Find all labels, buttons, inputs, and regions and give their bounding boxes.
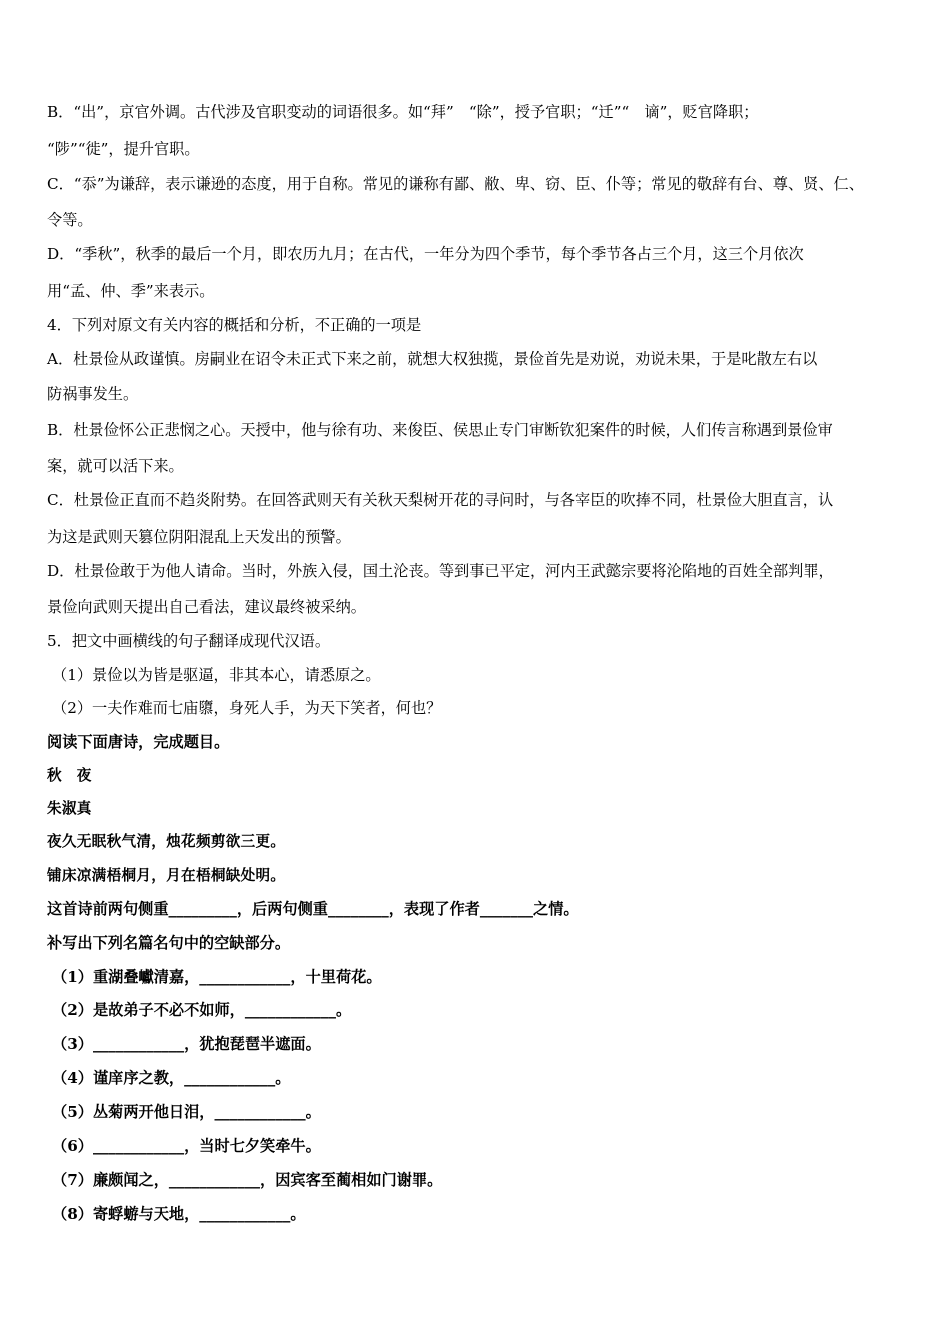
q3-option-d-line2: 用“孟、仲、季”来表示。	[47, 282, 215, 300]
fill-blank-item: （8）寄蜉蝣与天地，____________。	[52, 1205, 306, 1223]
fill-blank-item: （3）____________，犹抱琵琶半遮面。	[52, 1035, 321, 1053]
q4-stem: 4．下列对原文有关内容的概括和分析，不正确的一项是	[47, 316, 422, 334]
poem-line-2: 铺床凉满梧桐月，月在梧桐缺处明。	[47, 867, 286, 884]
q4-option-d-line1: D．杜景俭敢于为他人请命。当时，外族入侵，国土沦丧。等到事已平定，河内王武懿宗要将沦陷地的百姓全部判罪，	[47, 562, 834, 580]
q4-option-a-line1: A．杜景俭从政谨慎。房嗣业在诏令未正式下来之前，就想大权独揽，景俭首先是劝说，劝说未果，于是叱散左右以	[47, 350, 818, 368]
fill-blanks-instruction: 补写出下列名篇名句中的空缺部分。	[47, 934, 290, 952]
q3-option-d-line1: D．“季秋”，秋季的最后一个月，即农历九月；在古代，一年分为四个季节，每个季节各占三个月，这三个月依次	[47, 245, 804, 263]
q4-option-c-line2: 为这是武则天篡位阴阳混乱上天发出的预警。	[47, 528, 351, 546]
fill-blank-item: （7）廉颇闻之，____________，因宾客至蔺相如门谢罪。	[52, 1171, 443, 1189]
q4-option-a-line2: 防祸事发生。	[47, 385, 139, 403]
fill-blank-item: （6）____________，当时七夕笑牵牛。	[52, 1137, 321, 1155]
q5-stem: 5．把文中画横线的句子翻译成现代汉语。	[47, 632, 331, 650]
fill-blank-item: （4）谨庠序之教，____________。	[52, 1069, 291, 1087]
poem-instruction: 阅读下面唐诗，完成题目。	[47, 733, 230, 751]
q5-sentence-1: （1）景俭以为皆是驱逼，非其本心，请悉原之。	[52, 666, 381, 684]
q4-option-c-line1: C．杜景俭正直而不趋炎附势。在回答武则天有关秋天梨树开花的寻问时，与各宰臣的吹捧不同，杜景俭大胆直言，认	[47, 491, 834, 509]
poem-question: 这首诗前两句侧重_________，后两句侧重________，表现了作者_______之情。	[47, 900, 579, 918]
fill-blank-item: （1）重湖叠巘清嘉，____________，十里荷花。	[52, 968, 382, 986]
q3-option-b-line1: B．“出”，京官外调。古代涉及官职变动的词语很多。如“拜” “除”，授予官职；“迁”“ 谪”，贬官降职；	[47, 103, 759, 121]
q3-option-b-line2: “陟”“徙”，提升官职。	[47, 140, 200, 158]
poem-author: 朱淑真	[47, 800, 92, 817]
fill-blank-item: （2）是故弟子不必不如师，____________。	[52, 1001, 352, 1019]
poem-line-1: 夜久无眠秋气清，烛花频剪欲三更。	[47, 833, 286, 850]
q3-option-c-line2: 令等。	[47, 211, 93, 229]
fill-blank-item: （5）丛菊两开他日泪，____________。	[52, 1103, 321, 1121]
poem-title: 秋 夜	[47, 767, 92, 784]
q4-option-d-line2: 景俭向武则天提出自己看法，建议最终被采纳。	[47, 598, 366, 616]
q3-option-c-line1: C．“忝”为谦辞，表示谦逊的态度，用于自称。常见的谦称有鄙、敝、卑、窃、臣、仆等；常见的敬辞有台、尊、贤、仁、	[47, 175, 864, 193]
q4-option-b-line1: B．杜景俭怀公正悲悯之心。天授中，他与徐有功、来俊臣、侯思止专门审断钦犯案件的时候，人们传言称遇到景俭审	[47, 421, 833, 439]
q5-sentence-2: （2）一夫作难而七庙隳，身死人手，为天下笑者，何也？	[52, 699, 442, 717]
q4-option-b-line2: 案，就可以活下来。	[47, 457, 184, 475]
